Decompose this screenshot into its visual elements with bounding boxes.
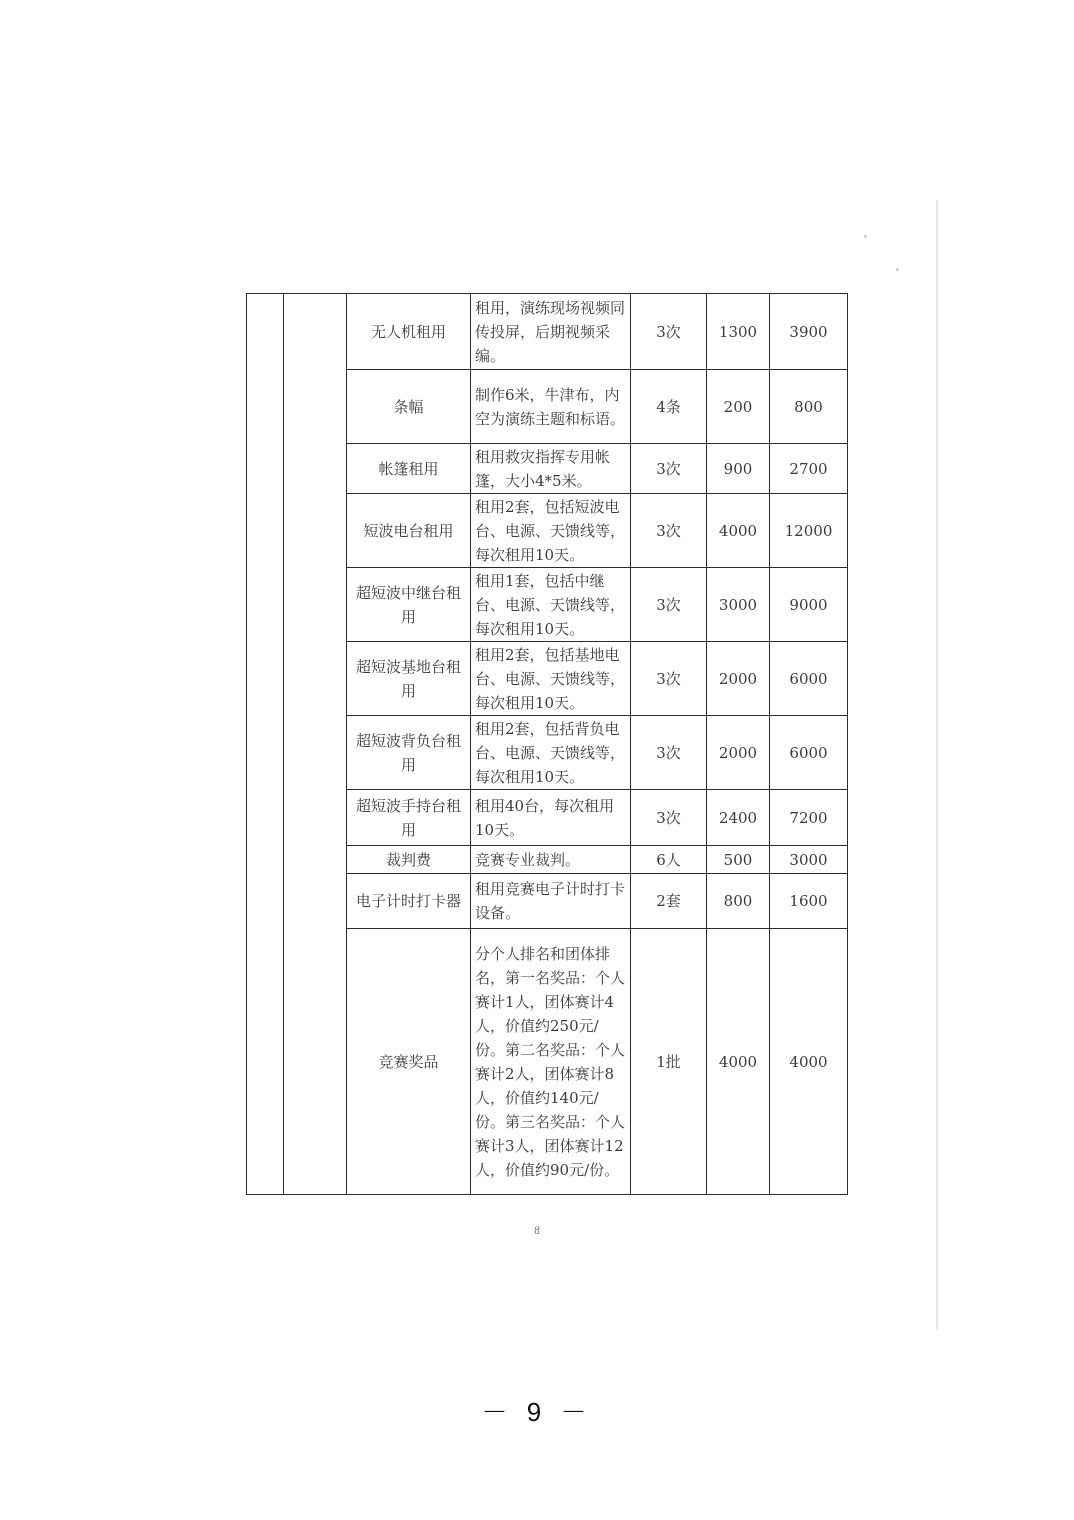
item-price-cell: 4000 bbox=[707, 929, 770, 1195]
budget-table bbox=[246, 293, 848, 1195]
item-desc-cell: 分个人排名和团体排名，第一名奖品：个人赛计1人，团体赛计4人，价值约250元/份。第二名奖品：个人赛计2人，团体赛计8人，价值约140元/份。第三名奖品：个人赛计3人，团体赛计12人，价值约90元/份。 bbox=[471, 929, 631, 1195]
item-desc-cell: 租用竞赛电子计时打卡设备。 bbox=[471, 874, 631, 929]
item-qty-cell: 3次 bbox=[631, 642, 707, 716]
item-qty-cell: 2套 bbox=[631, 874, 707, 929]
item-total-cell: 7200 bbox=[770, 790, 848, 846]
item-price-cell: 4000 bbox=[707, 494, 770, 568]
item-price-cell: 3000 bbox=[707, 568, 770, 642]
item-price-cell: 900 bbox=[707, 444, 770, 494]
item-desc-cell: 租用2套，包括背负电台、电源、天馈线等，每次租用10天。 bbox=[471, 716, 631, 790]
item-price-cell: 1300 bbox=[707, 294, 770, 370]
table-row bbox=[247, 294, 848, 370]
item-total-cell: 2700 bbox=[770, 444, 848, 494]
item-qty-cell: 3次 bbox=[631, 716, 707, 790]
item-price-cell: 2400 bbox=[707, 790, 770, 846]
scan-speck bbox=[864, 235, 867, 238]
item-desc-cell: 竞赛专业裁判。 bbox=[471, 846, 631, 874]
item-name-cell: 超短波手持台租用 bbox=[347, 790, 471, 846]
item-price-cell: 2000 bbox=[707, 716, 770, 790]
item-desc-cell: 租用2套，包括短波电台、电源、天馈线等，每次租用10天。 bbox=[471, 494, 631, 568]
item-name-cell: 裁判费 bbox=[347, 846, 471, 874]
item-qty-cell: 1批 bbox=[631, 929, 707, 1195]
item-total-cell: 4000 bbox=[770, 929, 848, 1195]
item-name-cell: 超短波背负台租用 bbox=[347, 716, 471, 790]
item-total-cell: 3900 bbox=[770, 294, 848, 370]
item-qty-cell: 6人 bbox=[631, 846, 707, 874]
item-price-cell: 500 bbox=[707, 846, 770, 874]
item-total-cell: 9000 bbox=[770, 568, 848, 642]
item-qty-cell: 3次 bbox=[631, 444, 707, 494]
item-desc-cell: 租用1套，包括中继台、电源、天馈线等，每次租用10天。 bbox=[471, 568, 631, 642]
item-price-cell: 2000 bbox=[707, 642, 770, 716]
item-qty-cell: 3次 bbox=[631, 568, 707, 642]
item-desc-cell: 租用救灾指挥专用帐篷，大小4*5米。 bbox=[471, 444, 631, 494]
item-qty-cell: 4条 bbox=[631, 370, 707, 444]
item-total-cell: 6000 bbox=[770, 642, 848, 716]
scan-edge-shadow bbox=[936, 200, 938, 1330]
item-name-cell: 超短波基地台租用 bbox=[347, 642, 471, 716]
item-qty-cell: 3次 bbox=[631, 790, 707, 846]
page-footer-number: － 9 － bbox=[481, 1397, 593, 1427]
item-name-cell: 超短波中继台租用 bbox=[347, 568, 471, 642]
subcategory-cell bbox=[284, 294, 347, 1195]
item-name-cell: 条幅 bbox=[347, 370, 471, 444]
item-total-cell: 12000 bbox=[770, 494, 848, 568]
item-desc-cell: 制作6米，牛津布，内空为演练主题和标语。 bbox=[471, 370, 631, 444]
item-desc-cell: 租用2套，包括基地电台、电源、天馈线等，每次租用10天。 bbox=[471, 642, 631, 716]
category-cell bbox=[247, 294, 284, 1195]
item-total-cell: 6000 bbox=[770, 716, 848, 790]
scan-speck bbox=[896, 268, 899, 271]
item-name-cell: 短波电台租用 bbox=[347, 494, 471, 568]
item-name-cell: 帐篷租用 bbox=[347, 444, 471, 494]
item-price-cell: 200 bbox=[707, 370, 770, 444]
item-total-cell: 800 bbox=[770, 370, 848, 444]
item-name-cell: 电子计时打卡器 bbox=[347, 874, 471, 929]
item-name-cell: 竞赛奖品 bbox=[347, 929, 471, 1195]
item-qty-cell: 3次 bbox=[631, 494, 707, 568]
item-total-cell: 1600 bbox=[770, 874, 848, 929]
item-desc-cell: 租用40台，每次租用10天。 bbox=[471, 790, 631, 846]
item-total-cell: 3000 bbox=[770, 846, 848, 874]
item-name-cell: 无人机租用 bbox=[347, 294, 471, 370]
item-desc-cell: 租用，演练现场视频同传投屏，后期视频采编。 bbox=[471, 294, 631, 370]
item-price-cell: 800 bbox=[707, 874, 770, 929]
scanned-page-number: 8 bbox=[533, 1226, 541, 1237]
item-qty-cell: 3次 bbox=[631, 294, 707, 370]
